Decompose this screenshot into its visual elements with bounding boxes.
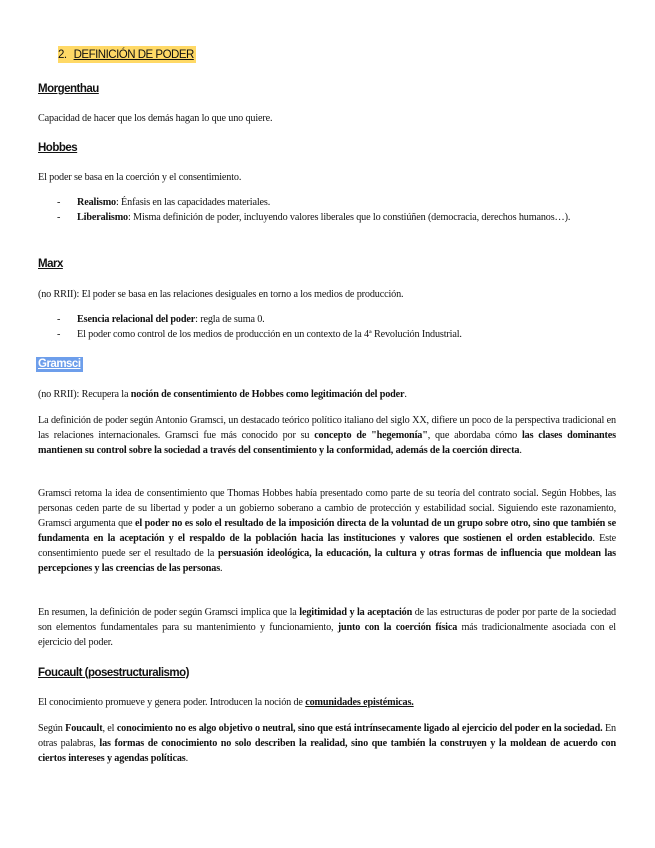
hobbes-bullet-list [38,195,616,225]
gramsci-paragraph-2: Gramsci retoma la idea de consentimiento que Thomas Hobbes había presentado como parte de su teoría del contrato social. Según Hobbes, las personas ceden parte de su libertad y poder a un gobierno soberano a cambio de protección y estabilidad social. Siguiendo este razonamiento, Gramsci argumenta que el poder no es solo el resultado de la imposición directa de la voluntad de un grupo sobre otro, sino que también se fundamenta en la aceptación y el respaldo de la población hacia las instituciones y valores que sostienen el orden establecido. Este consentimiento puede ser el resultado de la persuasión ideológica, la educación, la cultura y otras formas de influencia que moldean las percepciones y las creencias de las personas. [38,488,617,574]
heading-gramsci: Gramsci [38,358,81,370]
foucault-paragraph-2: Según Foucault, el conocimiento no es algo objetivo o neutral, sino que está intrínsecamente ligado al ejercicio del poder en la sociedad. En otras palabras, las formas de conocimiento no solo describen la realidad, sino que también la construyen y la moldean de acuerdo con ciertos intereses y agendas políticas. [38,723,617,764]
morgenthau-text: Capacidad de hacer que los demás hagan lo que uno quiere. [38,113,273,124]
list-item: - Esencia relacional del poder: regla de suma 0. [38,312,616,327]
marx-bullet-list [38,312,616,342]
list-item: - El poder como control de los medios de producción en un contexto de la 4ª Revolución Industrial. [38,327,616,342]
list-item: - Realismo: Énfasis en las capacidades materiales. [38,195,616,210]
heading-marx: Marx [38,258,63,270]
marx-text: (no RRII): El poder se basa en las relaciones desiguales en torno a los medios de producción. [38,289,404,300]
gramsci-paragraph-3: En resumen, la definición de poder según Gramsci implica que la legitimidad y la aceptación de las estructuras de poder por parte de la sociedad son elementos fundamentales para su mantenimiento y funcionamiento, junto con la coerción física más tradicionalmente asociada con el ejercicio del poder. [38,607,616,648]
section-title [58,46,196,63]
gramsci-paragraph-1: La definición de poder según Antonio Gramsci, un destacado teórico político italiano del siglo XX, difiere un poco de la perspectiva tradicional en las relaciones internacionales. Gramsci fue más conocido por su concepto de "hegemonía", que abordaba cómo las clases dominantes mantienen su control sobre la sociedad a través del consentimiento y la conformidad, además de la coerción directa. [38,415,616,456]
section-title-text: DEFINICIÓN DE PODER [73,49,194,61]
hobbes-text: El poder se basa en la coerción y el consentimiento. [38,172,242,183]
gramsci-intro: (no RRII): Recupera la noción de consentimiento de Hobbes como legitimación del poder. [38,389,407,400]
list-item: - Liberalismo: Misma definición de poder, incluyendo valores liberales que lo constiúñen (democracia, derechos humanos…). [38,210,616,225]
heading-morgenthau: Morgenthau [38,83,99,95]
heading-foucault: Foucault (posestructuralismo) [38,667,189,679]
heading-hobbes: Hobbes [38,142,78,154]
section-number: 2. [58,49,67,61]
foucault-paragraph-1: El conocimiento promueve y genera poder. Introducen la noción de comunidades epistémicas. [38,697,414,708]
